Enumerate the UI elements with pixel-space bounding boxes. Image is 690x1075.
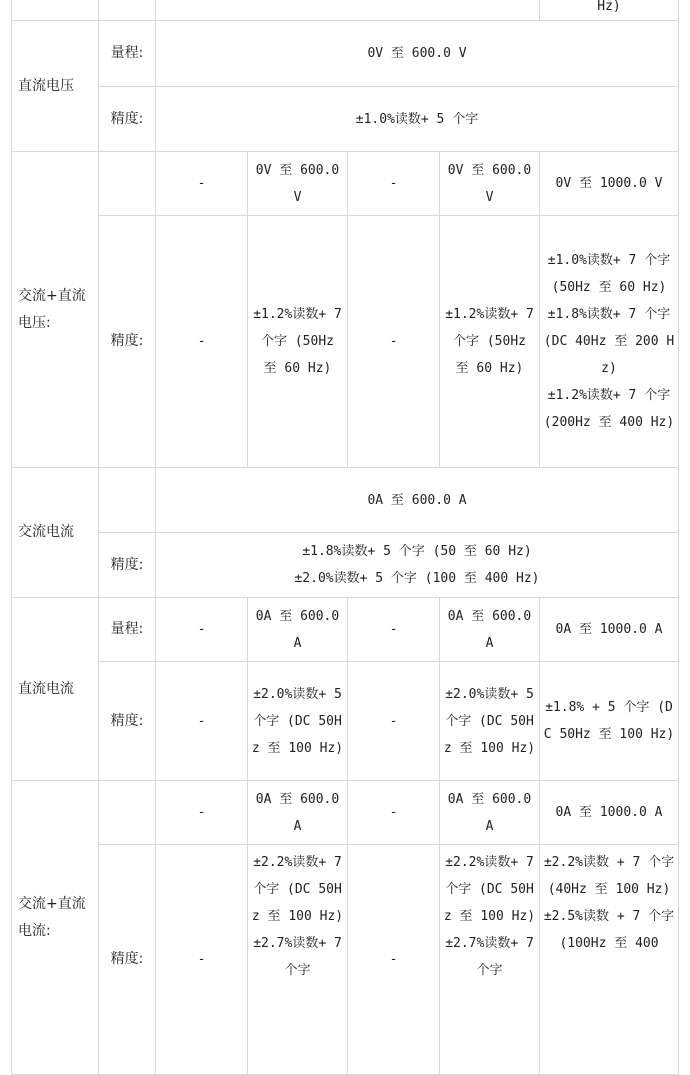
table-cell: 0A 至 600.0 A <box>440 781 540 845</box>
table-cell: - <box>348 152 440 216</box>
table-cell: - <box>348 598 440 662</box>
table-cell <box>12 0 99 21</box>
cell-line: ±2.7%读数+ 7 个字 <box>253 936 342 978</box>
table-cell: - <box>348 781 440 845</box>
table-cell: 0V 至 1000.0 V <box>540 152 679 216</box>
table-cell <box>99 781 156 845</box>
table-cell: 0A 至 600.0 A <box>440 598 540 662</box>
table-cell: - <box>156 152 248 216</box>
table-cell <box>540 845 679 1075</box>
table-cell: - <box>156 662 248 781</box>
table-cell <box>540 0 679 21</box>
table-row <box>12 87 679 152</box>
table-cell <box>156 533 679 598</box>
table-cell: 0A 至 600.0 A <box>248 781 348 845</box>
cell-line: ±1.8%读数+ 7 个字 (DC 40Hz 至 200 Hz) <box>543 307 675 376</box>
table-cell: 0A 至 1000.0 A <box>540 781 679 845</box>
table-cell: - <box>156 845 248 1075</box>
table-cell: - <box>348 662 440 781</box>
table-cell: 0V 至 600.0 V <box>248 152 348 216</box>
spec-table <box>11 0 679 1075</box>
table-cell: - <box>348 216 440 468</box>
table-cell <box>156 0 540 21</box>
table-cell: 0A 至 600.0 A <box>248 598 348 662</box>
table-row <box>12 21 679 87</box>
cell-line: ±1.8%读数+ 5 个字 (50 至 60 Hz) <box>302 544 532 559</box>
table-cell: ±2.0%读数+ 5 个字 (DC 50Hz 至 100 Hz) <box>248 662 348 781</box>
accuracy-label: 精度: <box>99 216 156 468</box>
table-cell: 0V 至 600.0 V <box>156 21 679 87</box>
category-acdc-voltage: 交流+直流电压: <box>12 152 99 468</box>
cell-line: ±2.2%读数 + 7 个字 (40Hz 至 100 Hz) <box>543 855 675 897</box>
table-row <box>12 662 679 781</box>
range-label: 量程: <box>99 598 156 662</box>
table-row <box>12 533 679 598</box>
category-dc-current: 直流电流 <box>12 598 99 781</box>
table-cell: ±1.2%读数+ 7 个字 (50Hz 至 60 Hz) <box>440 216 540 468</box>
table-cell: ±1.2%读数+ 7 个字 (50Hz 至 60 Hz) <box>248 216 348 468</box>
cell-line: ±2.2%读数+ 7 个字 (DC 50Hz 至 100 Hz) <box>443 855 536 924</box>
category-ac-current: 交流电流 <box>12 468 99 598</box>
table-row <box>12 0 679 21</box>
table-cell: - <box>156 216 248 468</box>
table-cell: - <box>156 781 248 845</box>
cell-line: ±2.7%读数+ 7 个字 <box>445 936 534 978</box>
category-acdc-current: 交流+直流电流: <box>12 781 99 1075</box>
table-row <box>12 845 679 1075</box>
table-cell: 0A 至 600.0 A <box>156 468 679 533</box>
table-row <box>12 216 679 468</box>
table-cell: ±1.8% + 5 个字 (DC 50Hz 至 100 Hz) <box>540 662 679 781</box>
table-cell <box>540 216 679 468</box>
category-dc-voltage: 直流电压 <box>12 21 99 152</box>
accuracy-label: 精度: <box>99 87 156 152</box>
table-cell <box>440 845 540 1075</box>
table-cell: 0A 至 1000.0 A <box>540 598 679 662</box>
table-cell <box>99 468 156 533</box>
cell-line: ±2.2%读数+ 7 个字 (DC 50Hz 至 100 Hz) <box>251 855 344 924</box>
cell-text: Hz) <box>597 0 621 14</box>
range-label: 量程: <box>99 21 156 87</box>
cell-line: ±1.2%读数+ 7 个字 (200Hz 至 400 Hz) <box>543 388 675 430</box>
table-cell: - <box>348 845 440 1075</box>
accuracy-label: 精度: <box>99 845 156 1075</box>
accuracy-label: 精度: <box>99 533 156 598</box>
table-cell <box>99 152 156 216</box>
table-row <box>12 468 679 533</box>
cell-line: ±2.5%读数 + 7 个字 (100Hz 至 400 <box>543 909 675 951</box>
table-row <box>12 781 679 845</box>
table-cell <box>248 845 348 1075</box>
table-cell: ±1.0%读数+ 5 个字 <box>156 87 679 152</box>
cell-line: ±2.0%读数+ 5 个字 (100 至 400 Hz) <box>294 571 540 586</box>
table-cell: - <box>156 598 248 662</box>
accuracy-label: 精度: <box>99 662 156 781</box>
table-row <box>12 598 679 662</box>
table-row <box>12 152 679 216</box>
cell-line: ±1.0%读数+ 7 个字 (50Hz 至 60 Hz) <box>547 253 671 295</box>
table-cell: ±2.0%读数+ 5 个字 (DC 50Hz 至 100 Hz) <box>440 662 540 781</box>
table-cell <box>99 0 156 21</box>
table-cell: 0V 至 600.0 V <box>440 152 540 216</box>
